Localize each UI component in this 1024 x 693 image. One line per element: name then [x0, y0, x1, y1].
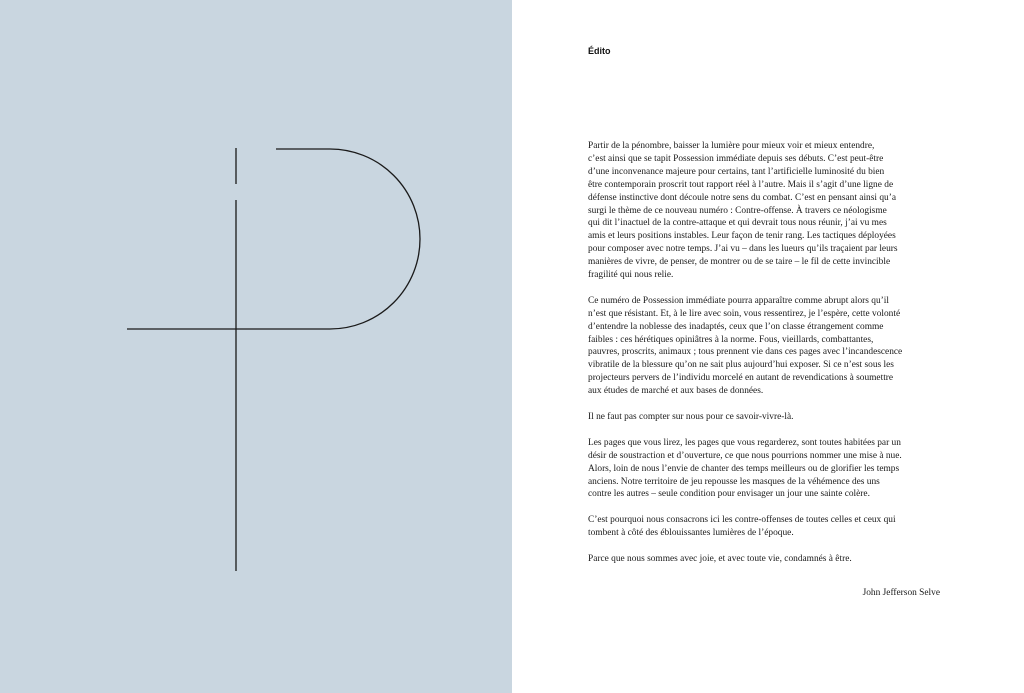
text-line: pour composer avec notre temps. J’ai vu – dans les lueurs qu’ils traçaient par leurs [588, 244, 898, 255]
author-signature: John Jefferson Selve [862, 588, 940, 598]
text-line: défense instinctive dont découle notre sens du combat. C’est en pensant ainsi qu’a [588, 192, 896, 203]
text-line: désir de soustraction et d’ouverture, ce que nous pourrions nommer une mise à nue. [588, 450, 902, 461]
paragraph [588, 140, 940, 282]
text-line: Parce que nous sommes avec joie, et avec toute vie, condamnés à être. [588, 553, 852, 564]
paragraph [588, 295, 940, 398]
text-line: Il ne faut pas compter sur nous pour ce savoir-vivre-là. [588, 412, 794, 422]
paragraph [588, 437, 940, 502]
text-line: fragilité qui nous relie. [588, 270, 674, 281]
text-line: manières de vivre, de penser, de montrer ou de se taire – le fil de cette invincible [588, 257, 891, 268]
text-line: pauvres, proscrits, animaux ; tous prennent vie dans ces pages avec l’incandescence [588, 347, 903, 358]
text-line: d’entendre la noblesse des inadaptés, ceux que l’on classe étrangement comme [588, 321, 884, 332]
paragraph [588, 553, 940, 566]
paragraph [588, 514, 940, 540]
right-page [512, 0, 1024, 693]
page-title: Édito [588, 46, 611, 56]
text-line: amis et leurs positions instables. Leur façon de tenir rang. Les tactiques déployées [588, 231, 896, 242]
editorial-body [588, 140, 940, 579]
text-line: n’est que résistant. Et, à le lire avec soin, vous ressentirez, je l’espère, cette volonté [588, 308, 901, 319]
text-line: tombent à côté des éblouissantes lumières de l’époque. [588, 528, 794, 539]
text-line: être contemporain proscrit tout rapport réel à l’autre. Mais il s’agit d’une ligne de [588, 179, 894, 190]
letter-bowl [276, 149, 420, 329]
text-line: Ce numéro de Possession immédiate pourra apparaître comme abrupt alors qu’il [588, 295, 889, 306]
text-line: surgi le thème de ce nouveau numéro : Contre-offense. À travers ce néologisme [588, 205, 887, 216]
text-line: anciens. Notre territoire de jeu repousse les masques de la véhémence des uns [588, 476, 880, 487]
text-line: C’est pourquoi nous consacrons ici les contre-offenses de toutes celles et ceux qui [588, 515, 896, 526]
text-line: vibratile de la blessure qu’on ne sait plus aujourd’hui exposer. Si ce n’est sous les [588, 360, 894, 371]
text-line: qui dit l’inactuel de la contre-attaque et qui devrait tous nous réunir, j’ai vu mes [588, 218, 887, 229]
paragraph [588, 411, 940, 424]
text-line: Partir de la pénombre, baisser la lumière pour mieux voir et mieux entendre, [588, 141, 875, 151]
text-line: d’une inconvenance majeure pour certains, tant l’artificielle luminosité du bien [588, 166, 885, 177]
text-line: projecteurs pervers de l’individu morcelé en autant de revendications à soumettre [588, 373, 894, 384]
text-line: Alors, loin de nous l’envie de chanter des temps meilleurs ou de glorifier les temps [588, 463, 900, 474]
text-line: contre les autres – seule condition pour envisager un jour une sainte colère. [588, 489, 870, 500]
text-line: c’est ainsi que se tapit Possession immédiate depuis ses débuts. C’est peut-être [588, 153, 884, 164]
text-line: Les pages que vous lirez, les pages que vous regarderez, sont toutes habitées par un [588, 437, 901, 448]
text-line: faibles : ces hérétiques opiniâtres à la norme. Fous, vieillards, combattantes, [588, 334, 874, 345]
text-line: aux études de marché et aux bases de données. [588, 386, 764, 397]
